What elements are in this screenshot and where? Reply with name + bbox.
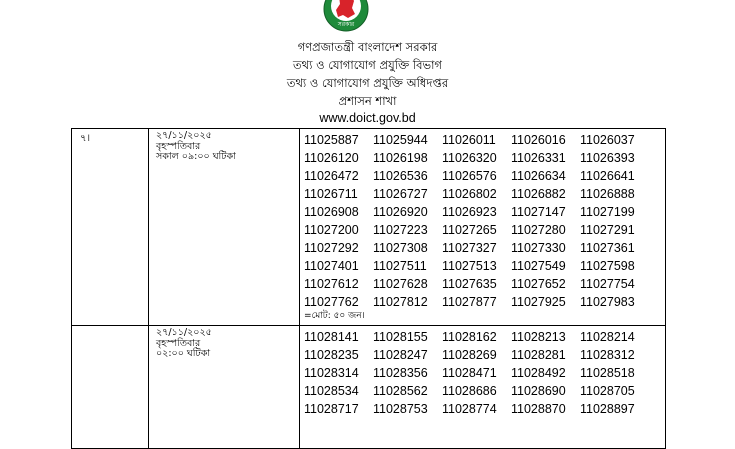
roll-number: 11028686: [442, 384, 497, 398]
roll-number: 11027983: [580, 295, 635, 309]
roll-number: 11026393: [580, 151, 635, 165]
roll-number: 11027291: [580, 223, 635, 237]
roll-number: 11028534: [304, 384, 359, 398]
roll-number: 11027361: [580, 241, 635, 255]
time-text: ০২:০০ ঘটিকা: [156, 348, 211, 359]
roll-number: 11028492: [511, 366, 566, 380]
roll-number: 11027147: [511, 205, 566, 219]
roll-number: 11027635: [442, 277, 497, 291]
roll-number: 11028312: [580, 348, 635, 362]
roll-number: 11027401: [304, 259, 359, 273]
serial-cell: [72, 326, 149, 449]
roll-number: 11027754: [580, 277, 635, 291]
ids-cell: [300, 129, 666, 326]
header-directorate-line: তথ্য ও যোগাযোগ প্রযুক্তি অধিদপ্তর: [286, 76, 449, 90]
date-text: ২৭/১১/২০২৫: [156, 130, 212, 141]
roll-number: 11027280: [511, 223, 566, 237]
roll-number: 11027308: [373, 241, 428, 255]
roll-number: 11026016: [511, 133, 566, 147]
roll-number: 11026011: [442, 133, 496, 147]
roll-number: 11028753: [373, 402, 428, 416]
government-emblem-icon: [321, 0, 371, 32]
table-row: [72, 326, 666, 449]
roll-number: 11027511: [373, 259, 427, 273]
roll-number: 11026920: [373, 205, 428, 219]
roll-number: 11026472: [304, 169, 359, 183]
header-division-line: তথ্য ও যোগাযোগ প্রযুক্তি বিভাগ: [293, 58, 442, 72]
roll-number: 11026908: [304, 205, 359, 219]
roll-number: 11026320: [442, 151, 497, 165]
roll-number: 11028562: [373, 384, 428, 398]
emblem-label: সরকার: [337, 21, 355, 28]
serial-cell: ৭।: [72, 129, 149, 326]
roll-number: 11028235: [304, 348, 359, 362]
roll-number: 11025944: [373, 133, 428, 147]
roll-number: 11028356: [373, 366, 428, 380]
roll-number: 11027200: [304, 223, 359, 237]
schedule-table: [71, 128, 666, 449]
roll-number: 11027652: [511, 277, 566, 291]
header-branch-line: প্রশাসন শাখা: [338, 94, 397, 108]
roll-number: 11028269: [442, 348, 497, 362]
roll-number: 11028141: [304, 330, 359, 344]
roll-number: 11026923: [442, 205, 497, 219]
time-text: সকাল ০৯:০০ ঘটিকা: [156, 151, 236, 162]
roll-number: 11027327: [442, 241, 497, 255]
roll-number: 11026331: [511, 151, 566, 165]
roll-number: 11028870: [511, 402, 566, 416]
roll-number: 11028518: [580, 366, 635, 380]
roll-number: 11027628: [373, 277, 428, 291]
roll-number: 11026634: [511, 169, 566, 183]
roll-number: 11027265: [442, 223, 497, 237]
roll-number: 11027292: [304, 241, 359, 255]
roll-number: 11028247: [373, 348, 428, 362]
roll-number: 11028281: [511, 348, 566, 362]
roll-number: 11028162: [442, 330, 497, 344]
roll-number: 11027513: [442, 259, 497, 273]
roll-number: 11026198: [373, 151, 428, 165]
roll-number: 11026727: [373, 187, 428, 201]
roll-number: 11028774: [442, 402, 497, 416]
roll-number: 11027925: [511, 295, 566, 309]
total-count: =মোট: ৫০ জন।: [304, 311, 365, 321]
roll-number: 11028705: [580, 384, 635, 398]
roll-number: 11026641: [580, 169, 635, 183]
roll-number: 11027199: [580, 205, 635, 219]
roll-number: 11028717: [304, 402, 359, 416]
day-text: বৃহস্পতিবার: [156, 337, 201, 349]
roll-number: 11028213: [511, 330, 566, 344]
roll-number: 11028897: [580, 402, 635, 416]
day-text: বৃহস্পতিবার: [156, 140, 201, 152]
roll-number: 11028471: [442, 366, 497, 380]
roll-number: 11026536: [373, 169, 428, 183]
header-govt-line: গণপ্রজাতন্ত্রী বাংলাদেশ সরকার: [297, 40, 438, 54]
roll-number: 11027877: [442, 295, 497, 309]
roll-number: 11027812: [373, 295, 428, 309]
roll-list: [303, 328, 665, 418]
header-website: www.doict.gov.bd: [319, 111, 416, 125]
ids-cell: [300, 326, 666, 449]
roll-number: 11028214: [580, 330, 635, 344]
roll-number: 11027330: [511, 241, 566, 255]
roll-number: 11028690: [511, 384, 566, 398]
roll-number: 11025887: [304, 133, 359, 147]
roll-number: 11026120: [304, 151, 359, 165]
roll-number: 11028314: [304, 366, 359, 380]
roll-number: 11027612: [304, 277, 359, 291]
datetime-cell: [149, 129, 300, 326]
roll-number: 11026888: [580, 187, 635, 201]
datetime-cell: [149, 326, 300, 449]
roll-number: 11026802: [442, 187, 497, 201]
roll-number: 11027223: [373, 223, 428, 237]
roll-list: [303, 131, 665, 311]
date-text: ২৭/১১/২০২৫: [156, 327, 212, 338]
roll-number: 11026037: [580, 133, 635, 147]
roll-number: 11027762: [304, 295, 359, 309]
roll-number: 11026882: [511, 187, 566, 201]
roll-number: 11027598: [580, 259, 635, 273]
table-row: [72, 129, 666, 326]
roll-number: 11026711: [304, 187, 358, 201]
roll-number: 11028155: [373, 330, 428, 344]
roll-number: 11027549: [511, 259, 566, 273]
roll-number: 11026576: [442, 169, 497, 183]
